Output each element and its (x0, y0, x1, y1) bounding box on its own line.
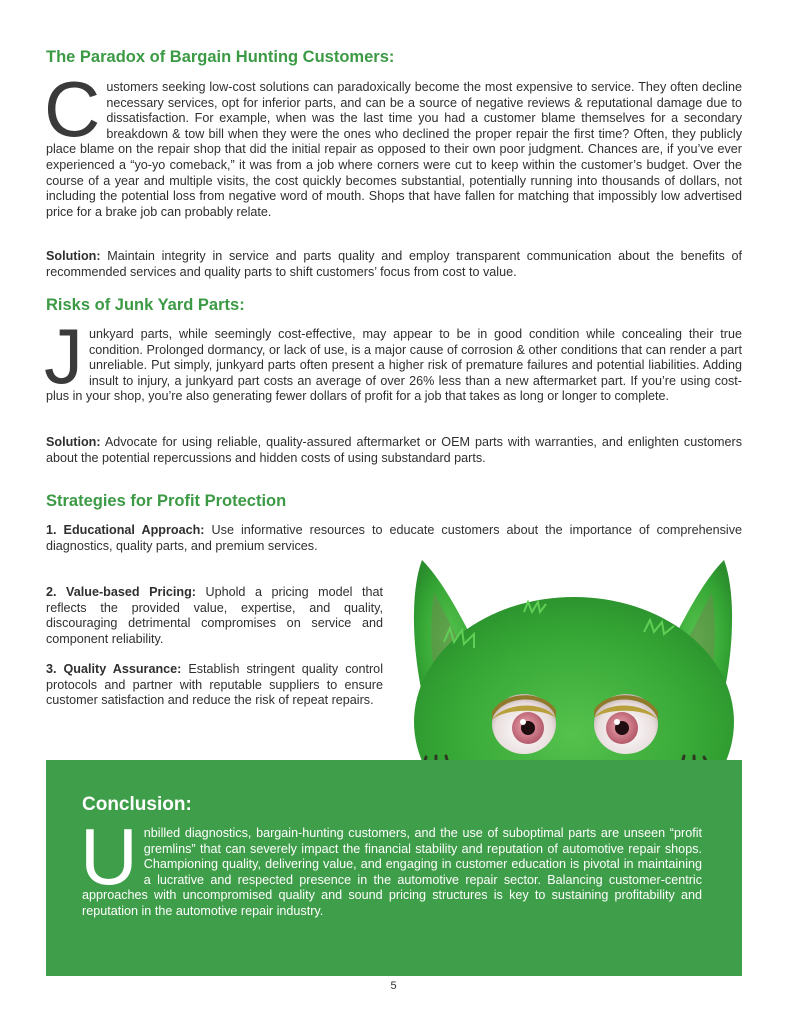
strategy-item-quality-assurance (46, 662, 383, 709)
solution-text: Advocate for using reliable, quality-assured aftermarket or OEM parts with warranties, and enlighten customers about the potential repercussions and hidden costs of using substandard parts. (46, 435, 742, 465)
bargain-hunting-paragraph (44, 65, 742, 220)
drop-cap: U (80, 812, 138, 901)
solution-paragraph (46, 249, 742, 280)
conclusion-paragraph (80, 812, 702, 920)
solution-label: Solution: (46, 435, 101, 449)
solution-label: Solution: (46, 249, 101, 263)
paragraph-text: unkyard parts, while seemingly cost-effective, may appear to be in good condition while concealing their true condition. Prolonged dormancy, or lack of use, is a major cause of corrosion & other conditions that can render a part unreliable. Put simply, junkyard parts often present a higher risk of premature failures and potential liabilities. Adding insult to injury, a junkyard part costs an average of over 26% less than a new aftermarket part. If you’re using cost-plus in your shop, you’re also generating fewer dollars of profit for a job that takes as long or longer to complete. (46, 327, 742, 404)
strategy-item-value-pricing (46, 585, 383, 647)
strategy-label: 1. Educational Approach: (46, 523, 205, 537)
solution-text: Maintain integrity in service and parts quality and employ transparent communication about the benefits of recommended services and quality parts to shift customers’ focus from cost to value. (46, 249, 742, 279)
strategy-text: Uphold a pricing model that reflects the provided value, expertise, and quality, discouraging detrimental compromises on service and component reliability. (46, 585, 383, 646)
section-heading-strategies: Strategies for Profit Protection (46, 492, 287, 510)
strategy-item-educational (46, 523, 742, 554)
strategy-text: Use informative resources to educate customers about the importance of comprehensive diagnostics, quality parts, and premium services. (46, 523, 742, 553)
paragraph-text: ustomers seeking low-cost solutions can paradoxically become the most expensive to service. They often decline necessary services, opt for inferior parts, and can be a source of negative reviews & reputational damage due to dissatisfaction. For example, when was the last time you had a customer blame themselves for a secondary breakdown & tow bill when they were the ones who declined the proper repair the first time? Often, they publicly place blame on the repair shop that did the initial repair as opposed to their own poor judgment. Chances are, if you’ve ever experienced a “yo-yo comeback,” it was from a job where corners were cut to keep within the customer’s budget. Over the course of a year and multiple visits, the cost quickly becomes substantial, potentially running into thousands of dollars, not including the potential loss from negative word of mouth. Shops that have fallen for matching that impossibly low advertised price for a brake job can probably relate. (46, 80, 742, 219)
green-gremlin-icon (404, 552, 742, 778)
solution-paragraph (46, 435, 742, 466)
strategy-label: 2. Value-based Pricing: (46, 585, 196, 599)
strategy-text: Establish stringent quality control protocols and partner with reputable suppliers to ensure customer satisfaction and reduce the risk of repeat repairs. (46, 662, 383, 708)
conclusion-heading: Conclusion: (82, 794, 192, 815)
page-number: 5 (390, 980, 397, 992)
drop-cap: C (44, 65, 101, 153)
paragraph-text: nbilled diagnostics, bargain-hunting customers, and the use of suboptimal parts are unseen “profit gremlins” that can severely impact the financial stability and reputation of automotive repair shops. Championing quality, delivering value, and engaging in customer education is pivotal in maintaining a lucrative and respected presence in the automotive repair sector. Balancing customer-centric approaches with uncompromised quality and sound pricing structures is key to sustaining profitability and reputation in the automotive repair industry. (82, 826, 702, 918)
strategy-label: 3. Quality Assurance: (46, 662, 182, 676)
section-heading-bargain-hunting: The Paradox of Bargain Hunting Customers: (46, 48, 395, 66)
junk-yard-paragraph (44, 312, 742, 405)
drop-cap: J (44, 312, 83, 400)
section-heading-junk-yard: Risks of Junk Yard Parts: (46, 296, 245, 314)
